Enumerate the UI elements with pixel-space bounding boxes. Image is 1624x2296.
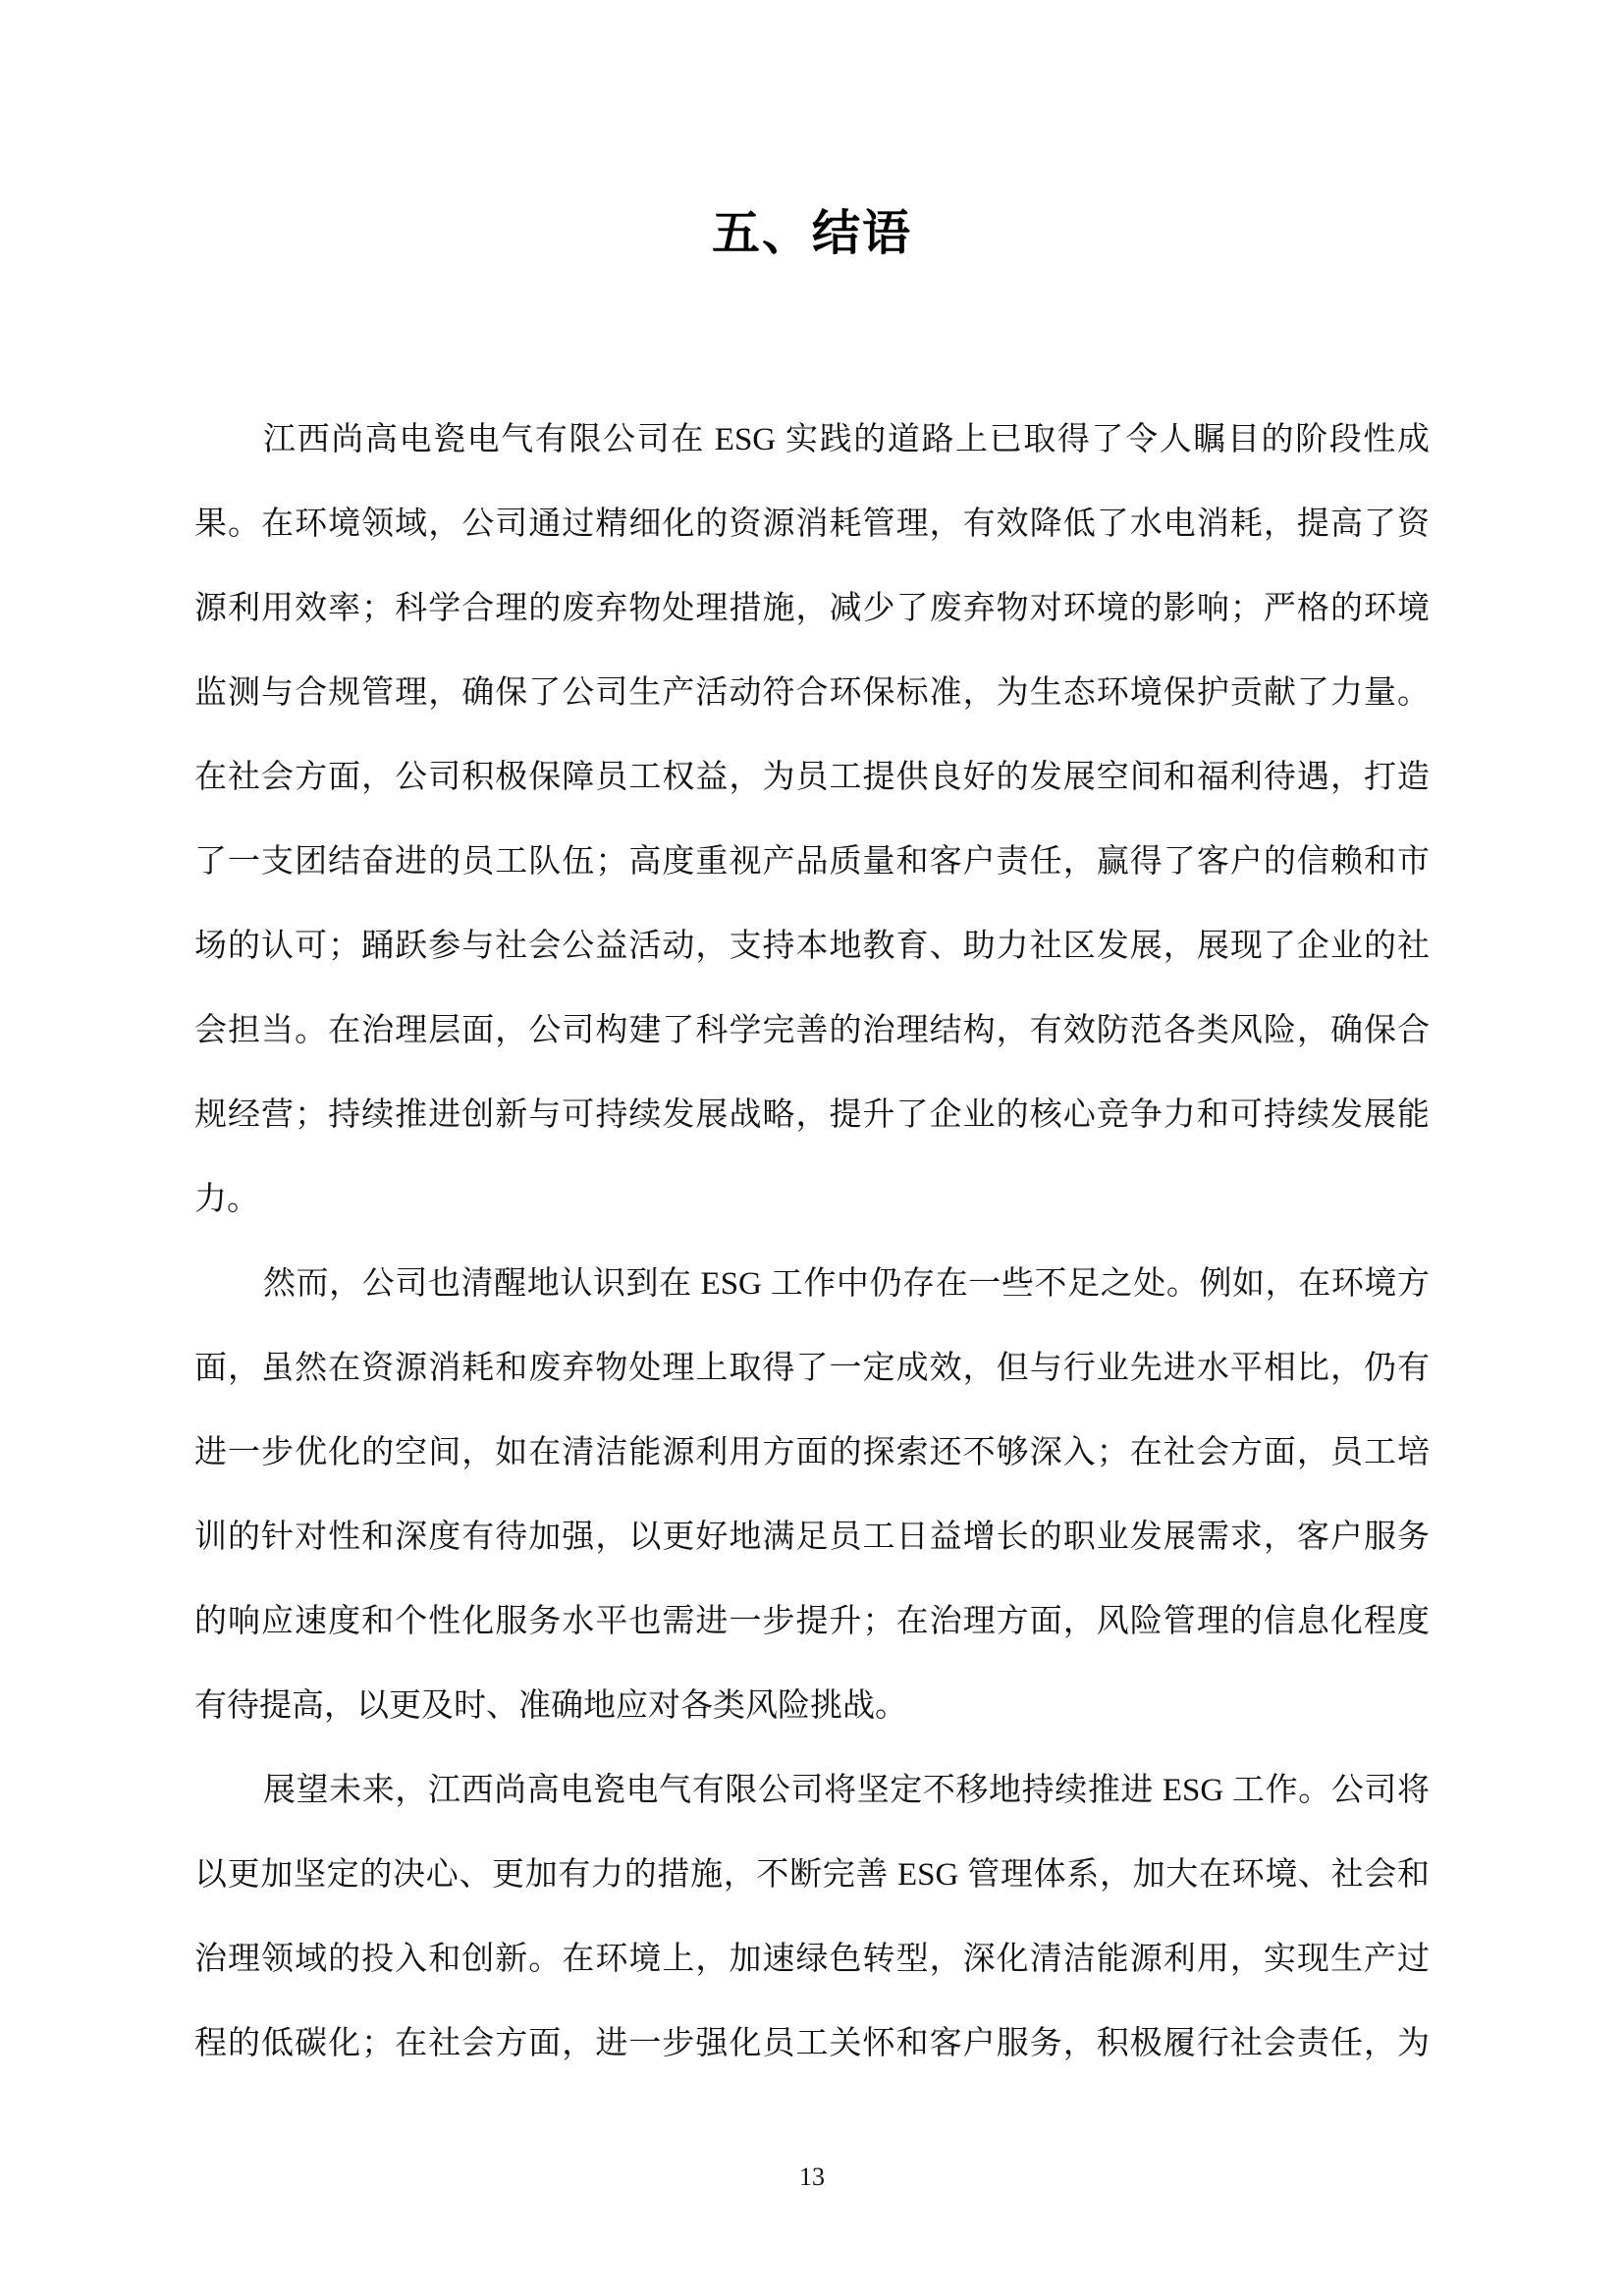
text-line: 以更加坚定的决心、更加有力的措施，不断完善 ESG 管理体系，加大在环境、社会和 (194, 1857, 1430, 1893)
text-line: 治理领域的投入和创新。在环境上，加速绿色转型，深化清洁能源利用，实现生产过 (194, 1942, 1430, 1977)
text-line: 训的针对性和深度有待加强，以更好地满足员工日益增长的职业发展需求，客户服务 (194, 1520, 1430, 1555)
text-line: 规经营；持续推进创新与可持续发展战略，提升了企业的核心竞争力和可持续发展能 (194, 1097, 1430, 1133)
text-line: 面，虽然在资源消耗和废弃物处理上取得了一定成效，但与行业先进水平相比，仍有 (194, 1351, 1430, 1386)
text-line: 在社会方面，公司积极保障员工权益，为员工提供良好的发展空间和福利待遇，打造 (194, 760, 1430, 795)
text-line: 了一支团结奋进的员工队伍；高度重视产品质量和客户责任，赢得了客户的信赖和市 (194, 844, 1430, 880)
text-line: 然而，公司也清醒地认识到在 ESG 工作中仍存在一些不足之处。例如，在环境方 (263, 1266, 1430, 1302)
document-body (194, 398, 1430, 2086)
text-line: 源利用效率；科学合理的废弃物处理措施，减少了废弃物对环境的影响；严格的环境 (194, 591, 1430, 626)
paragraph (194, 1242, 1430, 1748)
text-line: 力。 (194, 1182, 259, 1217)
paragraph (194, 398, 1430, 1242)
page-number: 13 (799, 2163, 825, 2191)
text-line: 果。在环境领域，公司通过精细化的资源消耗管理，有效降低了水电消耗，提高了资 (194, 507, 1430, 542)
text-line: 进一步优化的空间，如在清洁能源利用方面的探索还不够深入；在社会方面，员工培 (194, 1435, 1430, 1470)
text-line: 会担当。在治理层面，公司构建了科学完善的治理结构，有效防范各类风险，确保合 (194, 1013, 1430, 1048)
text-line: 有待提高，以更及时、准确地应对各类风险挑战。 (194, 1688, 907, 1724)
text-line: 场的认可；踊跃参与社会公益活动，支持本地教育、助力社区发展，展现了企业的社 (194, 929, 1430, 964)
text-line: 监测与合规管理，确保了公司生产活动符合环保标准，为生态环境保护贡献了力量。 (194, 675, 1430, 711)
paragraph (194, 1748, 1430, 2086)
text-line: 展望未来，江西尚高电瓷电气有限公司将坚定不移地持续推进 ESG 工作。公司将 (263, 1773, 1430, 1808)
page-title: 五、结语 (711, 207, 912, 260)
text-line: 程的低碳化；在社会方面，进一步强化员工关怀和客户服务，积极履行社会责任，为 (194, 2026, 1430, 2061)
text-line: 的响应速度和个性化服务水平也需进一步提升；在治理方面，风险管理的信息化程度 (194, 1604, 1430, 1639)
text-line: 江西尚高电瓷电气有限公司在 ESG 实践的道路上已取得了令人瞩目的阶段性成 (263, 422, 1430, 457)
